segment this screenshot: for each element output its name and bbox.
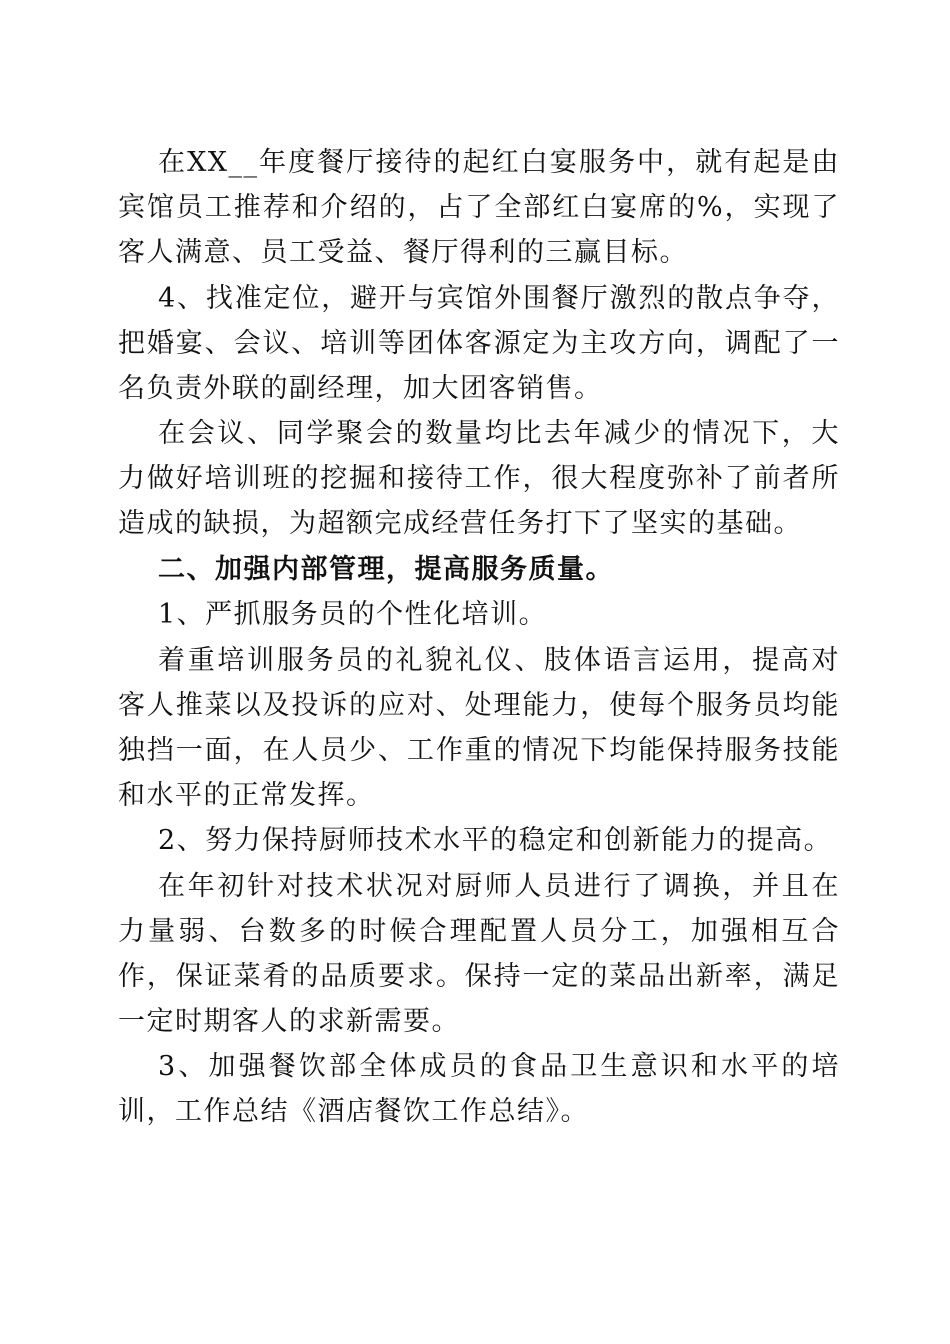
- paragraph-item-1-waiter-training: 1、严抓服务员的个性化培训。: [158, 599, 548, 630]
- document-body: [118, 140, 840, 1135]
- paragraph-training-reception: 在会议、同学聚会的数量均比去年减少的情况下，大力做好培训班的挖掘和接待工作，很大程度弥补了前者所造成的缺损，为超额完成经营任务打下了坚实的基础。: [118, 418, 840, 539]
- section-heading-internal-management: 二、加强内部管理，提高服务质量。: [158, 553, 614, 585]
- paragraph-etiquette-training: 着重培训服务员的礼貌礼仪、肢体语言运用，提高对客人推菜以及投诉的应对、处理能力，使每个服务员均能独挡一面，在人员少、工作重的情况下均能保持服务技能和水平的正常发挥。: [118, 644, 840, 811]
- paragraph-item-4-positioning: 4、找准定位，避开与宾馆外围餐厅激烈的散点争夺，把婚宴、会议、培训等团体客源定为主攻方向，调配了一名负责外联的副经理，加大团客销售。: [118, 282, 840, 404]
- paragraph-chef-adjustment: 在年初针对技术状况对厨师人员进行了调换，并且在力量弱、台数多的时候合理配置人员分工，加强相互合作，保证菜肴的品质要求。保持一定的菜品出新率，满足一定时期客人的求新需要。: [118, 870, 840, 1037]
- paragraph-item-2-chef-skills: 2、努力保持厨师技术水平的稳定和创新能力的提高。: [158, 825, 833, 856]
- paragraph-item-3-food-hygiene: 3、加强餐饮部全体成员的食品卫生意识和水平的培训，工作总结《酒店餐饮工作总结》。: [118, 1051, 840, 1127]
- paragraph-red-white-banquet: 在XX__年度餐厅接待的起红白宴服务中，就有起是由宾馆员工推荐和介绍的，占了全部红白宴席的%，实现了客人满意、员工受益、餐厅得利的三赢目标。: [118, 147, 840, 268]
